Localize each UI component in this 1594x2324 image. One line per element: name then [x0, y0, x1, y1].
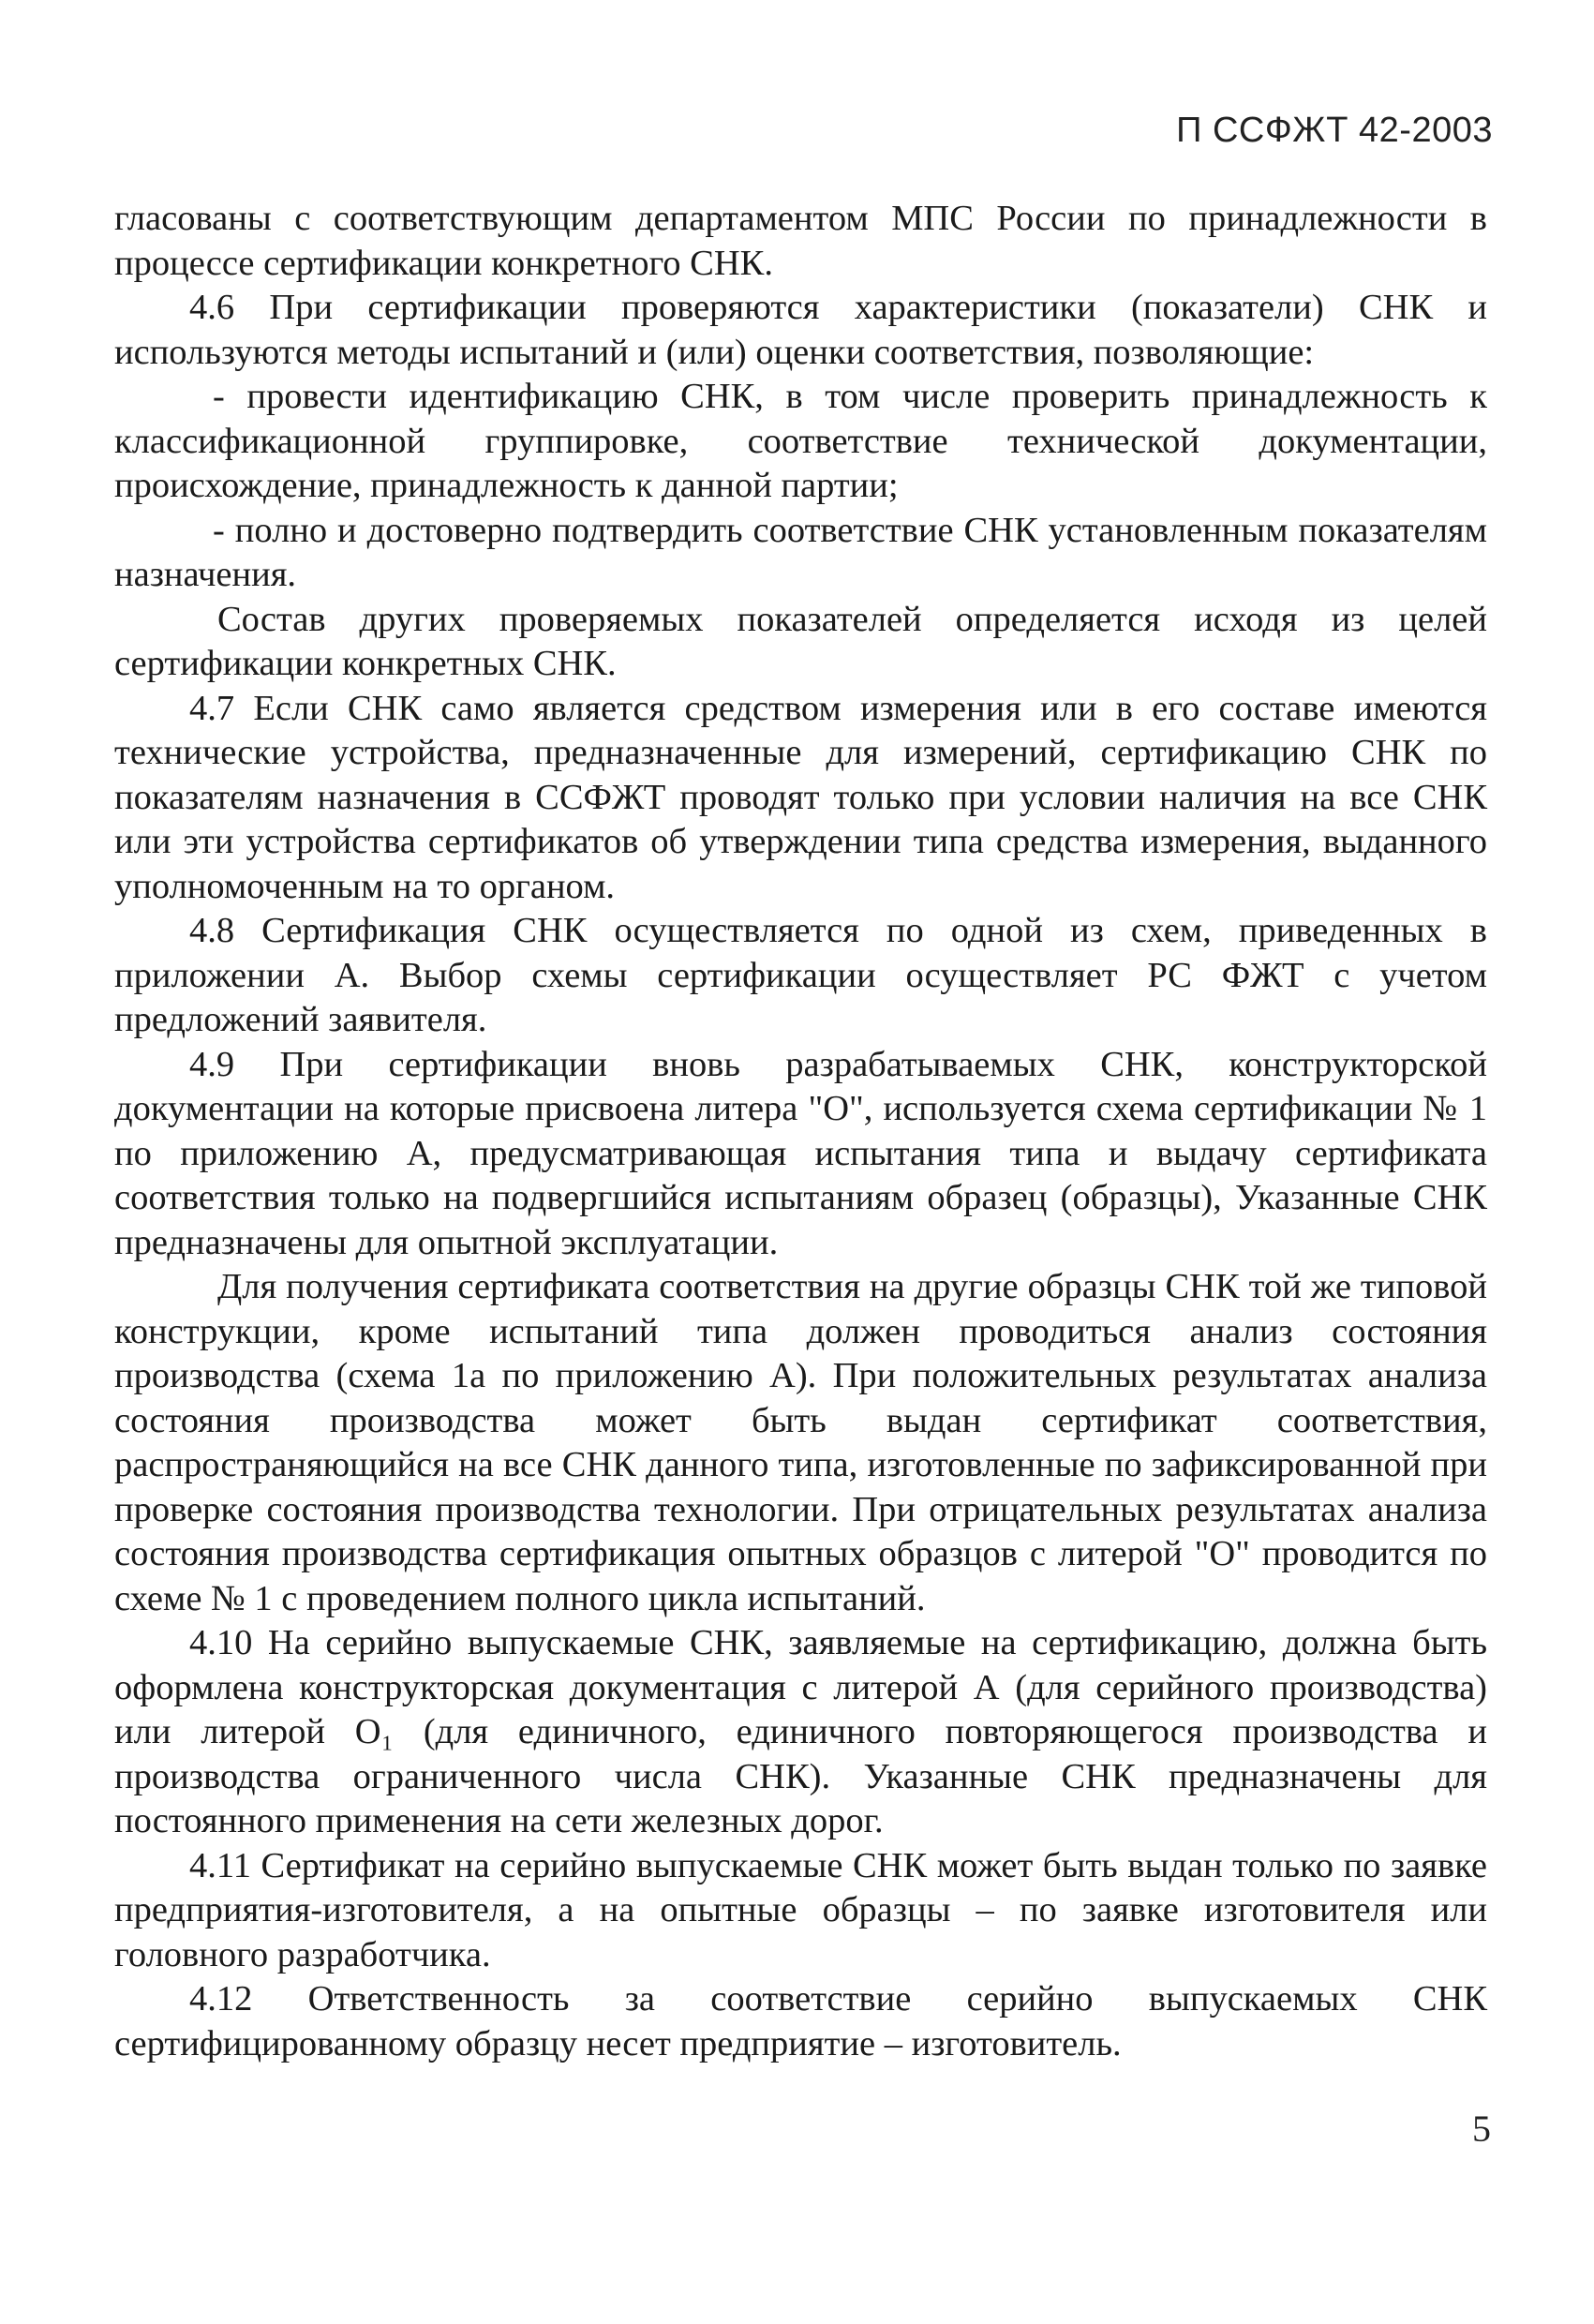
- paragraph-4-9: 4.9 При сертификации вновь разрабатываемых СНК, конструкторской документации на которые присвоена литера "О", используется схема сертификации № 1 по приложению А, предусматривающая испытания типа и выдачу сертификата соответствия только на подвергшийся испытаниям образец (образцы), Указанные СНК предназначены для опытной эксплуатации.: [114, 1044, 1487, 1262]
- paragraph-other-samples: Для получения сертификата соответствия на другие образцы СНК той же типовой конструкции, кроме испытаний типа должен проводиться анализ состояния производства (схема 1а по приложению А). При положительных результатах анализа состояния производства может быть выдан сертификат соответствия, распространяющийся на все СНК данного типа, изготовленные по зафиксированной при проверке состояния производства технологии. При отрицательных результатах анализа состояния производства сертификация опытных образцов с литерой "О" проводится по схеме № 1 с проведением полного цикла испытаний.: [114, 1267, 1487, 1618]
- document-body: [114, 197, 1487, 2066]
- paragraph-4-11: 4.11 Сертификат на серийно выпускаемые СНК может быть выдан только по заявке предприятия-изготовителя, а на опытные образцы – по заявке изготовителя или головного разработчика.: [114, 1845, 1487, 1974]
- page-number: 5: [1472, 2108, 1491, 2150]
- paragraph-4-10: 4.10 На серийно выпускаемые СНК, заявляемые на сертификацию, должна быть оформлена конструкторская документация с литерой А (для серийного производства) или литерой O₁ (для единичного, единичного повторяющегося производства и производства ограниченного числа СНК). Указанные СНК предназначены для постоянного применения на сети железных дорог.: [114, 1623, 1487, 1840]
- document-code-header: П ССФЖТ 42-2003: [1176, 111, 1493, 150]
- paragraph-4-8: 4.8 Сертификация СНК осуществляется по одной из схем, приведенных в приложении А. Выбор схемы сертификации осуществляет РС ФЖТ с учетом предложений заявителя.: [114, 911, 1487, 1039]
- paragraph-4-6: 4.6 При сертификации проверяются характеристики (показатели) СНК и используются методы испытаний и (или) оценки соответствия, позволяющие:: [114, 288, 1487, 372]
- paragraph-4-12: 4.12 Ответственность за соответствие серийно выпускаемых СНК сертифицированному образцу несет предприятие – изготовитель.: [114, 1979, 1487, 2063]
- paragraph-continuation: гласованы с соответствующим департаментом МПС России по принадлежности в процессе сертификации конкретного СНК.: [114, 199, 1487, 283]
- list-item-conformity: - полно и достоверно подтвердить соответствие СНК установленным показателям назначения.: [114, 510, 1487, 594]
- paragraph-other-indicators: Состав других проверяемых показателей определяется исходя из целей сертификации конкретных СНК.: [114, 599, 1487, 683]
- paragraph-4-7: 4.7 Если СНК само является средством измерения или в его составе имеются технические устройства, предназначенные для измерений, сертификацию СНК по показателям назначения в ССФЖТ проводят только при условии наличия на все СНК или эти устройства сертификатов об утверждении типа средства измерения, выданного уполномоченным на то органом.: [114, 688, 1487, 906]
- list-item-identification: - провести идентификацию СНК, в том числе проверить принадлежность к классификационной группировке, соответствие технической документации, происхождение, принадлежность к данной партии;: [114, 377, 1487, 505]
